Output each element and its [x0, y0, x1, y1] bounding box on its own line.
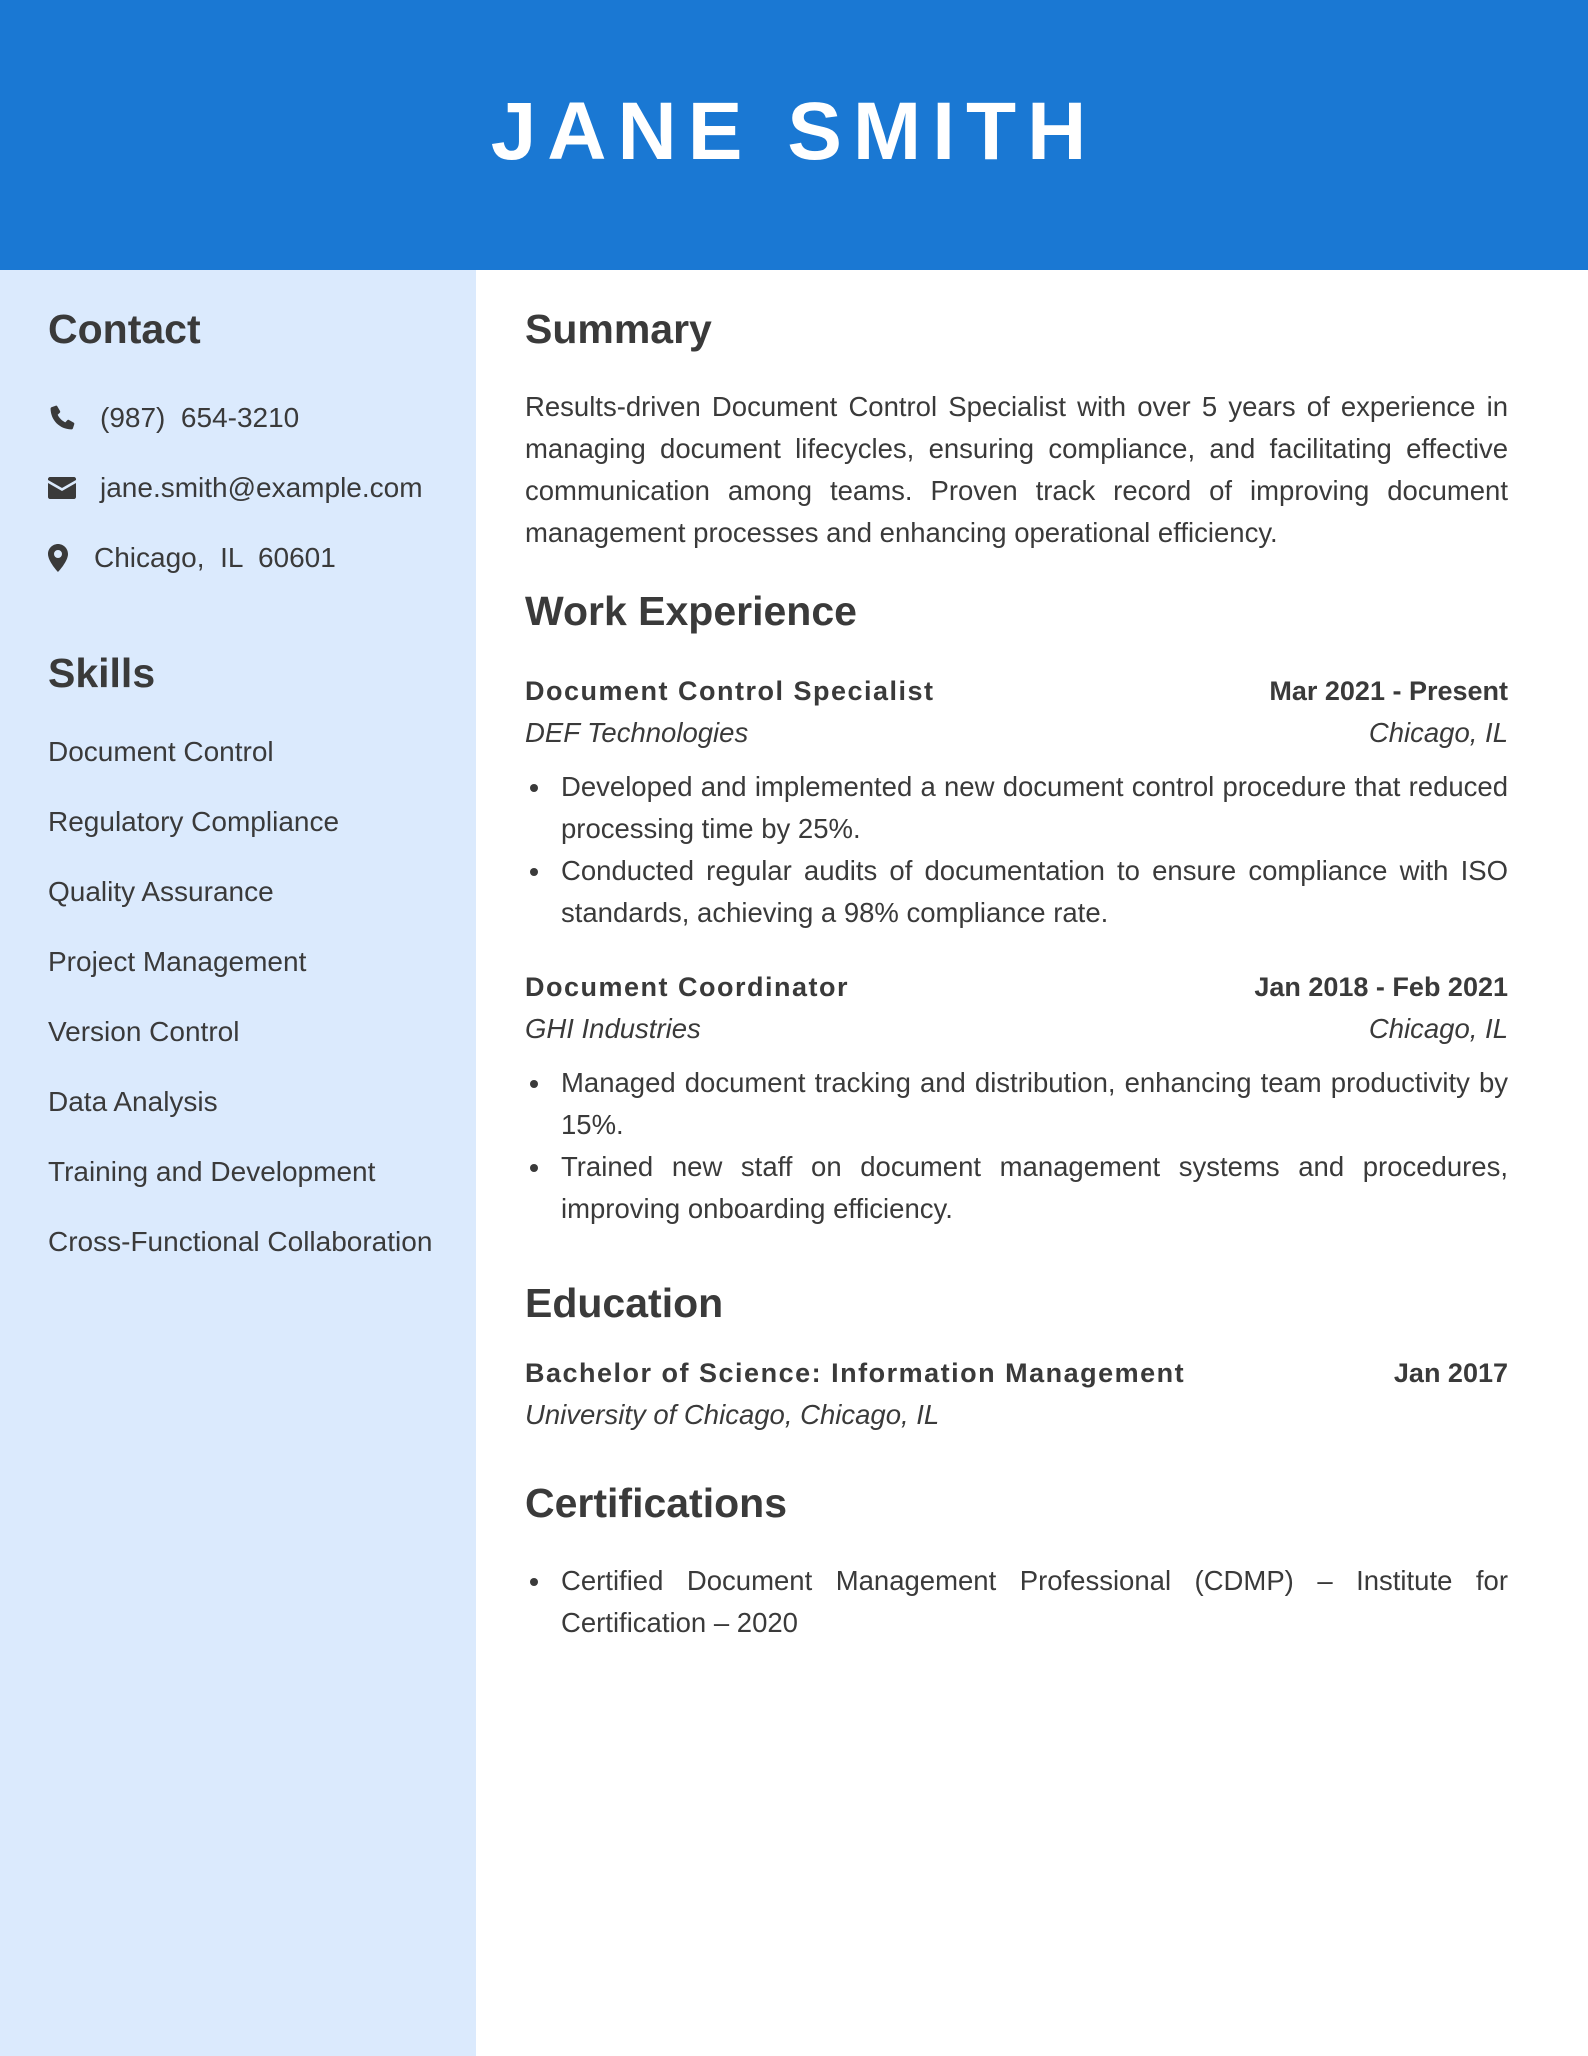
- list-item: Certified Document Management Professional (CDMP) – Institute for Certification – 2020: [525, 1560, 1508, 1644]
- phone-text[interactable]: (987) 654-3210: [100, 402, 300, 433]
- map-pin-icon: [48, 543, 72, 573]
- list-item: Managed document tracking and distribution, enhancing team productivity by 15%.: [525, 1062, 1508, 1146]
- skill-item: Regulatory Compliance: [48, 806, 340, 837]
- email-text[interactable]: jane.smith@example.com: [100, 472, 423, 503]
- certifications-list: [525, 1560, 1508, 1644]
- phone-icon: [48, 403, 78, 433]
- education-header: [525, 1352, 1508, 1394]
- job-subheader: [525, 1008, 1508, 1050]
- job-company: GHI Industries: [525, 1013, 701, 1044]
- job-bullets: [525, 766, 1508, 934]
- job-subheader: [525, 712, 1508, 754]
- summary-text: Results-driven Document Control Specialist with over 5 years of experience in managing document lifecycles, ensuring compliance, and facilitating effective communication among teams. Proven track record of improving document management processes and enhancing operational efficiency.: [525, 391, 1508, 548]
- skill-item: Document Control: [48, 736, 274, 767]
- job-title: Document Coordinator: [525, 972, 849, 1002]
- job-title: Document Control Specialist: [525, 676, 935, 706]
- skill-item: Cross-Functional Collaboration: [48, 1226, 433, 1257]
- education-heading: Education: [525, 1280, 724, 1326]
- job-company: DEF Technologies: [525, 717, 749, 748]
- skill-item: Training and Development: [48, 1156, 376, 1187]
- education-school: University of Chicago, Chicago, IL: [525, 1399, 940, 1430]
- location-text: Chicago, IL 60601: [94, 542, 336, 573]
- sidebar: [0, 270, 476, 2056]
- certifications-heading: Certifications: [525, 1480, 787, 1526]
- skill-item: Data Analysis: [48, 1086, 218, 1117]
- contact-heading: Contact: [48, 306, 201, 352]
- summary-heading: Summary: [525, 306, 712, 352]
- contact-email: [48, 468, 423, 508]
- skill-item: Version Control: [48, 1016, 240, 1047]
- education-subheader: [525, 1394, 1508, 1436]
- skill-item: Quality Assurance: [48, 876, 274, 907]
- candidate-name: JANE SMITH: [490, 86, 1098, 177]
- job-header: [525, 670, 1508, 712]
- job-location: Chicago, IL: [1368, 717, 1508, 748]
- education-date: Jan 2017: [1393, 1358, 1508, 1388]
- list-item: Trained new staff on document management systems and procedures, improving onboarding efficiency.: [525, 1146, 1508, 1230]
- envelope-icon: [48, 473, 78, 503]
- job-header: [525, 966, 1508, 1008]
- skills-heading: Skills: [48, 650, 156, 696]
- list-item: Developed and implemented a new document control procedure that reduced processing time by 25%.: [525, 766, 1508, 850]
- job-bullets: [525, 1062, 1508, 1230]
- work-experience-heading: Work Experience: [525, 588, 857, 634]
- job-location: Chicago, IL: [1368, 1013, 1508, 1044]
- header-banner: [0, 0, 1588, 270]
- contact-location: [48, 538, 336, 578]
- list-item: Conducted regular audits of documentation to ensure compliance with ISO standards, achieving a 98% compliance rate.: [525, 850, 1508, 934]
- contact-phone: [48, 398, 299, 438]
- job-dates: Mar 2021 - Present: [1269, 676, 1508, 706]
- skill-item: Project Management: [48, 946, 307, 977]
- job-dates: Jan 2018 - Feb 2021: [1254, 972, 1508, 1002]
- education-degree: Bachelor of Science: Information Management: [525, 1358, 1186, 1388]
